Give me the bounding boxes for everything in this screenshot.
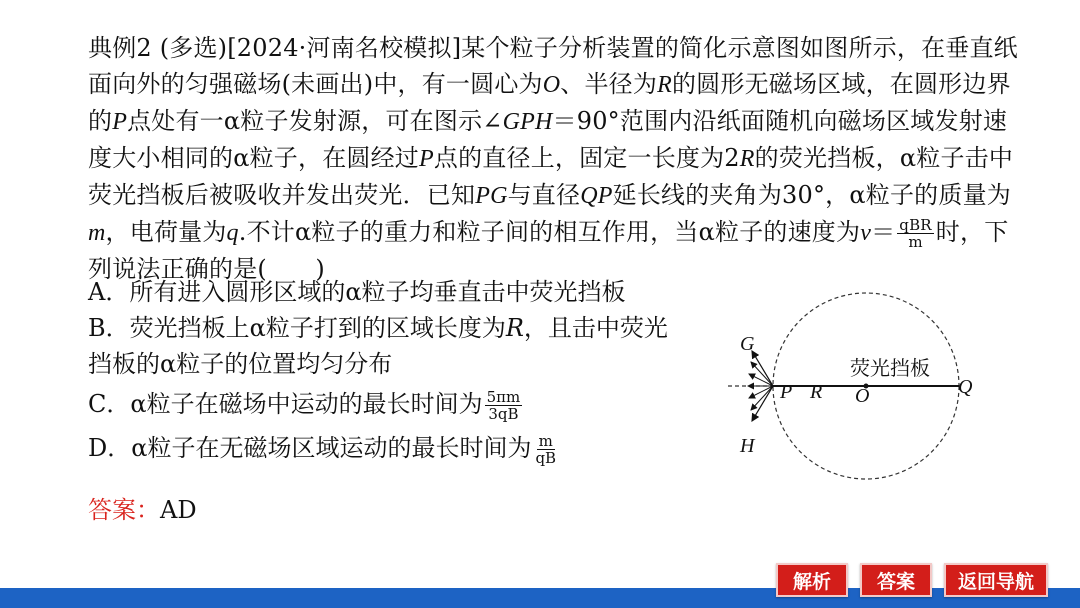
question-part: 点处有一α粒子发射源，可在图示∠ bbox=[127, 107, 503, 135]
label-q: Q bbox=[958, 376, 973, 398]
option-d-text: D．α粒子在无磁场区域运动的最长时间为 bbox=[88, 434, 532, 462]
option-b bbox=[88, 310, 688, 382]
fraction-numerator: m bbox=[538, 432, 553, 450]
label-g: G bbox=[740, 333, 755, 355]
math-symbol: m bbox=[88, 220, 106, 246]
arrow-ray bbox=[751, 386, 773, 410]
math-symbol: P bbox=[419, 146, 434, 172]
label-r: R bbox=[810, 381, 823, 403]
fraction-numerator: qBR bbox=[899, 216, 932, 234]
velocity-fraction bbox=[897, 217, 934, 250]
label-h: H bbox=[740, 435, 755, 457]
question-part: ＝90°范围内沿纸面随机向磁场区域发射速度大小相同的α粒子，在圆经过 bbox=[88, 107, 1008, 172]
option-c-fraction bbox=[485, 389, 523, 422]
particle-device-figure bbox=[700, 290, 980, 490]
analysis-button[interactable]: 解析 bbox=[776, 563, 848, 597]
option-a bbox=[88, 274, 708, 310]
answer-line bbox=[88, 490, 197, 525]
fraction-denominator: 3qB bbox=[488, 405, 519, 423]
option-c-text: C．α粒子在磁场中运动的最长时间为 bbox=[88, 390, 483, 418]
fraction-numerator: 5πm bbox=[486, 388, 521, 406]
label-o: O bbox=[855, 385, 870, 407]
arrow-ray bbox=[751, 362, 773, 386]
question-part: 点的直径上，固定一长度为2 bbox=[433, 144, 740, 172]
back-to-nav-button[interactable]: 返回导航 bbox=[944, 563, 1048, 597]
option-b-text: ，且击中荧光挡板的α粒子的位置均匀分布 bbox=[88, 314, 668, 378]
question-part: 延长线的夹角为30°，α粒子的质量为 bbox=[612, 181, 1011, 209]
math-symbol: v bbox=[860, 220, 872, 246]
question-part: 的圆形无磁场区域，在圆形边界的 bbox=[88, 70, 1011, 135]
option-a-text: A．所有进入圆形区域的α粒子均垂直击中荧光挡板 bbox=[88, 278, 626, 306]
question-part: 、半径为 bbox=[560, 70, 658, 98]
answer-button[interactable]: 答案 bbox=[860, 563, 932, 597]
math-symbol: GPH bbox=[502, 109, 553, 135]
question-part: 时，下列说法正确的是( ) bbox=[88, 218, 1009, 283]
question-part: 典例2 (多选)[2024·河南名校模拟]某个粒子分析装置的简化示意图如图所示，在垂直纸面向外的匀强磁场(未画出)中，有一圆心为 bbox=[88, 34, 1018, 98]
math-symbol: PG bbox=[475, 183, 508, 209]
math-symbol: R bbox=[739, 146, 755, 172]
option-d-fraction bbox=[533, 433, 558, 466]
fraction-denominator: qB bbox=[535, 449, 557, 467]
screen-label: 荧光挡板 bbox=[850, 356, 930, 380]
question-part: ，电荷量为 bbox=[105, 218, 227, 246]
question-part: 的荧光挡板，α粒子击中荧光挡板后被吸收并发出荧光．已知 bbox=[88, 144, 1014, 209]
answer-value: AD bbox=[160, 496, 197, 524]
question-part: .不计α粒子的重力和粒子间的相互作用，当α粒子的速度为 bbox=[238, 218, 861, 246]
math-symbol: R bbox=[657, 72, 672, 98]
math-symbol: P bbox=[112, 109, 128, 135]
fraction-denominator: m bbox=[908, 233, 923, 251]
question-part: 与直径 bbox=[507, 181, 581, 209]
options-list bbox=[88, 274, 708, 466]
option-c bbox=[88, 386, 708, 422]
math-symbol: q bbox=[226, 220, 239, 246]
math-symbol: R bbox=[505, 314, 524, 342]
label-p: P bbox=[780, 381, 793, 403]
math-symbol: O bbox=[542, 72, 561, 98]
option-d bbox=[88, 430, 708, 466]
question-text bbox=[88, 30, 1023, 287]
answer-label: 答案： bbox=[88, 496, 160, 524]
math-symbol: QP bbox=[580, 183, 613, 209]
question-part: ＝ bbox=[871, 218, 896, 246]
option-b-text: B．荧光挡板上α粒子打到的区域长度为 bbox=[88, 314, 506, 342]
